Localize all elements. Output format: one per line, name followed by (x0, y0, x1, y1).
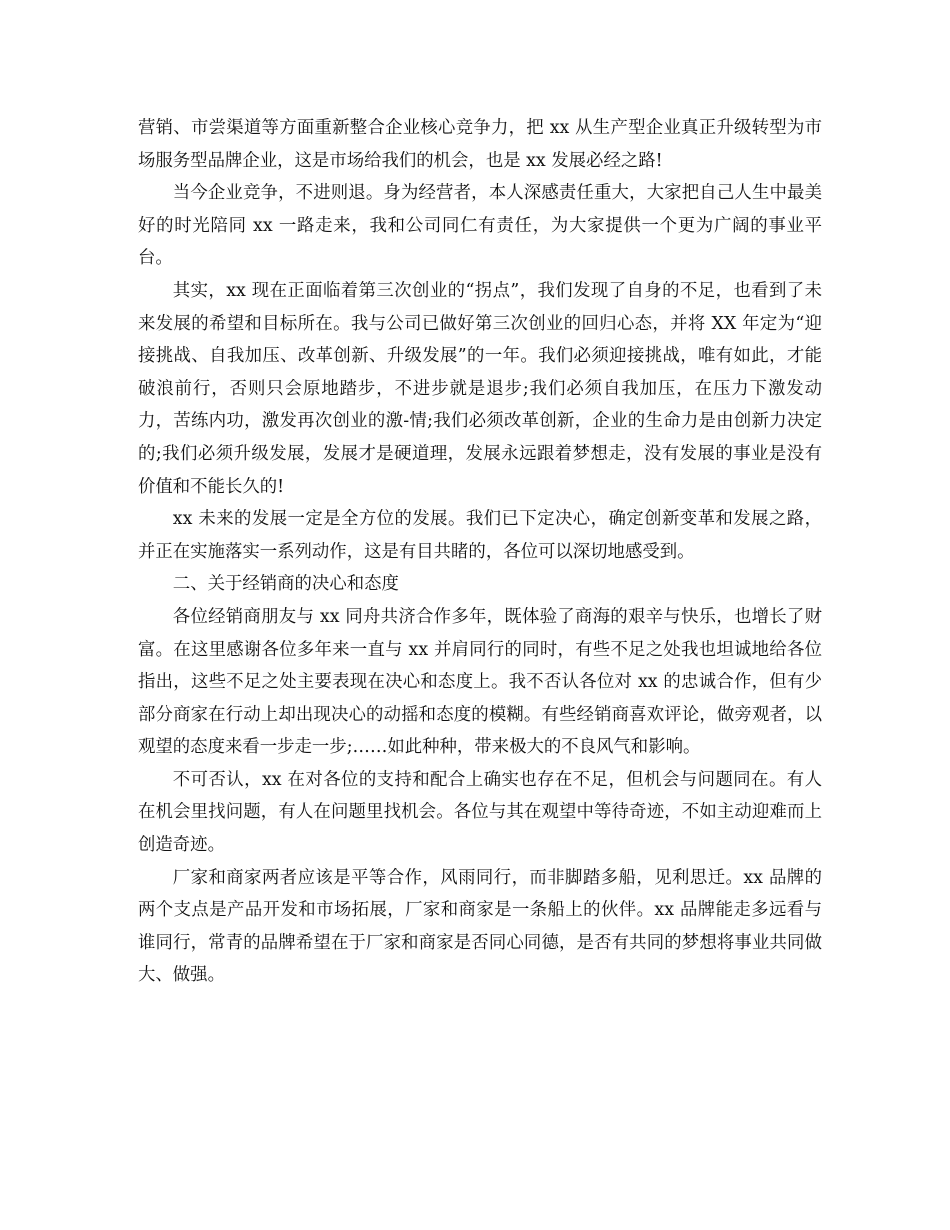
paragraph-7: 厂家和商家两者应该是平等合作，风雨同行，而非脚踏多船，见利思迁。xx 品牌的两个支点是产品开发和市场拓展，厂家和商家是一条船上的伙伴。xx 品牌能走多远看与谁同行，常青的品牌希望在于厂家和商家是否同心同德，是否有共同的梦想将事业共同做大、做强。 (138, 867, 822, 986)
paragraph-6: 不可否认，xx 在对各位的支持和配合上确实也存在不足，但机会与问题同在。有人在机会里找问题，有人在问题里找机会。各位与其在观望中等待奇迹，不如主动迎难而上创造奇迹。 (138, 769, 822, 856)
paragraph-2: 当今企业竞争，不进则退。身为经营者，本人深感责任重大，大家把自己人生中最美好的时光陪同 xx 一路走来，我和公司同仁有责任，为大家提供一个更为广阔的事业平台。 (138, 183, 822, 269)
paragraph-1: 营销、市尝渠道等方面重新整合企业核心竞争力，把 xx 从生产型企业真正升级转型为市场服务型品牌企业，这是市场给我们的机会，也是 xx 发展必经之路! (138, 118, 822, 171)
paragraph-4: xx 未来的发展一定是全方位的发展。我们已下定决心，确定创新变革和发展之路，并正在实施落实一系列动作，这是有目共睹的，各位可以深切地感受到。 (138, 509, 822, 562)
document-page (138, 112, 822, 992)
paragraph-3: 其实，xx 现在正面临着第三次创业的“拐点”，我们发现了自身的不足，也看到了未来发展的希望和目标所在。我与公司已做好第三次创业的回归心态，并将 XX 年定为“迎接挑战、自我加压、改革创新、升级发展”的一年。我们必须迎接挑战，唯有如此，才能破浪前行，否则只会原地踏步，不进步就是退步;我们必须自我加压，在压力下激发动力，苦练内功，激发再次创业的激-情;我们必须改革创新，企业的生命力是由创新力决定的;我们必须升级发展，发展才是硬道理，发展永远跟着梦想走，没有发展的事业是没有价值和不能长久的! (138, 280, 822, 497)
section-heading: 二、关于经销商的决心和态度 (172, 574, 399, 595)
paragraph-5: 各位经销商朋友与 xx 同舟共济合作多年，既体验了商海的艰辛与快乐，也增长了财富。在这里感谢各位多年来一直与 xx 并肩同行的同时，有些不足之处我也坦诚地给各位指出，这些不足之处主要表现在决心和态度上。我不否认各位对 xx 的忠诚合作，但有少部分商家在行动上却出现决心的动摇和态度的模糊。有些经销商喜欢评论，做旁观者，以观望的态度来看一步走一步;……如此种种，带来极大的不良风气和影响。 (138, 606, 822, 758)
